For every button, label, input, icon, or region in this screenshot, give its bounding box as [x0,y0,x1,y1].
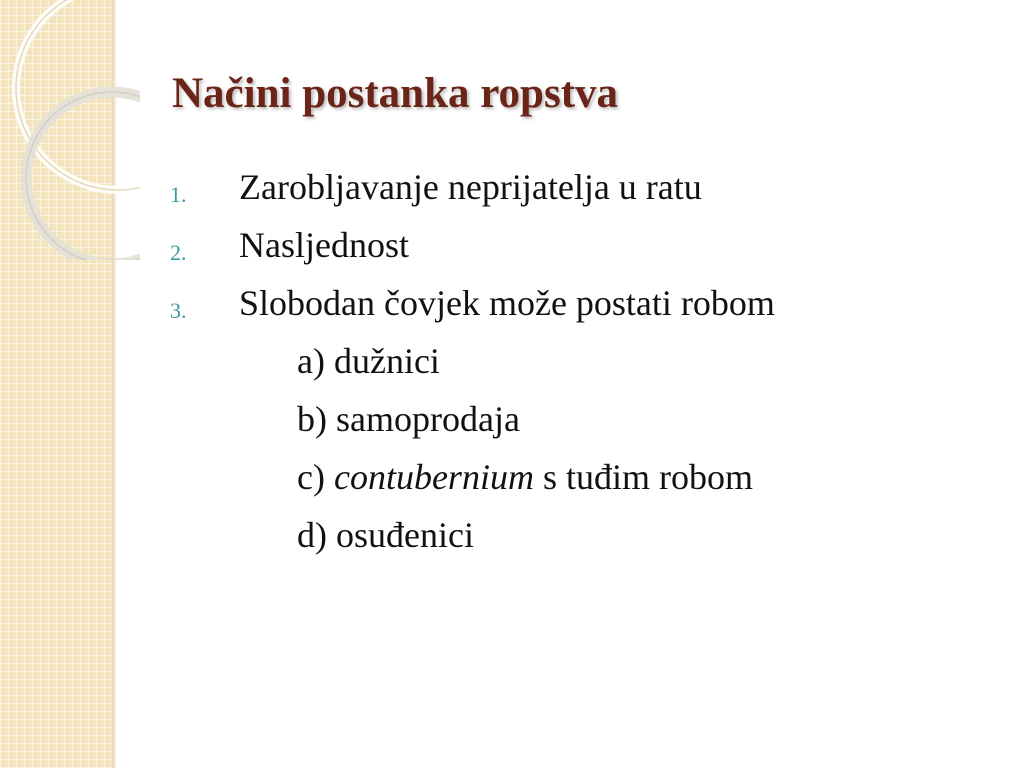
sub-item-label: osuđenici [336,515,474,555]
sub-list-item [170,456,990,514]
list-item-text: Nasljednost [239,225,409,265]
list-item [170,282,990,340]
sub-item-text [297,340,440,382]
numbered-list [170,166,990,572]
sub-item-prefix: a) [297,341,334,381]
sub-item-label: s tuđim robom [533,457,753,497]
sub-item-text [297,398,520,440]
sub-list-item [170,340,990,398]
sub-item-label: samoprodaja [336,399,520,439]
list-item-text: Slobodan čovjek može postati robom [239,283,775,323]
sub-item-prefix: b) [297,399,336,439]
sub-item-label: dužnici [333,341,440,381]
sub-list-item [170,398,990,456]
decorative-rings-icon [0,0,140,260]
sub-item-text [297,456,753,498]
list-item [170,224,990,282]
list-item-text: Zarobljavanje neprijatelja u ratu [239,167,702,207]
sub-item-prefix: c) [297,457,334,497]
list-number: 2. [170,240,187,265]
list-number: 3. [170,298,187,323]
sub-item-text [297,514,474,556]
sub-list-item [170,514,990,572]
list-item [170,166,990,224]
sub-item-italic-term: contubernium [333,457,534,497]
list-number: 1. [170,182,187,207]
slide-title: Načini postanka ropstva [172,70,619,117]
sub-item-prefix: d) [297,515,336,555]
